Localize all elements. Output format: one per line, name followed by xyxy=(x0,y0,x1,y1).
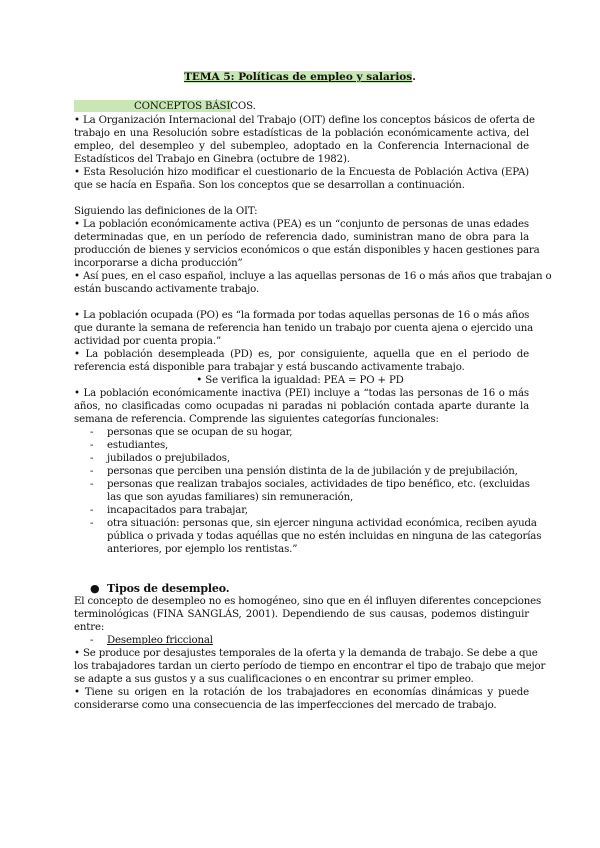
p9-line: los trabajadores tardan un cierto período de tiempo en encontrar el tipo de trabajo que mejor xyxy=(74,661,546,672)
p1-line: trabajo en una Resolución sobre estadísticas de la población económicamente activa, del xyxy=(74,128,529,139)
list-item-cont: pública o privada y todas aquéllas que no estén incluidas en ninguna de las categorías xyxy=(107,531,542,542)
p8-line: El concepto de desempleo no es homogéneo, sino que en él influyen diferentes concepciones xyxy=(74,596,542,607)
list-dash: - xyxy=(90,479,94,490)
p3-line: incorporarse a dicha producción” xyxy=(74,258,243,269)
p2-line: • Esta Resolución hizo modificar el cuestionario de la Encuesta de Población Activa (EPA) xyxy=(74,167,529,178)
list-dash: - xyxy=(90,440,94,451)
p8-line: entre: xyxy=(74,622,105,633)
title-period: . xyxy=(412,71,416,83)
p5-line: que durante la semana de referencia han tenido un trabajo por cuenta ajena o ejercido una xyxy=(74,323,534,334)
list-item: jubilados o prejubilados, xyxy=(107,453,230,464)
p4-line: están buscando activamente trabajo. xyxy=(74,284,260,295)
p1-line: • La Organización Internacional del Trabajo (OIT) define los conceptos básicos de oferta de xyxy=(74,115,535,126)
p8-line: terminológicas (FINA SANGLÁS, 2001). Dependiendo de sus causas, podemos distinguir xyxy=(74,609,529,620)
p10-line: • Tiene su origen en la rotación de los trabajadores en economías dinámicas y puede xyxy=(74,687,529,698)
list-item: personas que realizan trabajos sociales, actividades de tipo benéfico, etc. (excluidas xyxy=(107,479,530,490)
p6-line: • La población desempleada (PD) es, por consiguiente, aquella que en el periodo de xyxy=(74,349,529,360)
document-title xyxy=(0,71,600,83)
list-item: incapacitados para trabajar, xyxy=(107,505,248,516)
equality-line: • Se verifica la igualdad: PEA = PO + PD xyxy=(196,375,404,386)
p1-line: Estadísticos del Trabajo en Ginebra (octubre de 1982). xyxy=(74,154,350,165)
p2-line: que se hacía en España. Son los conceptos que se desarrollan a continuación. xyxy=(74,180,465,191)
list-item-cont: las que son ayudas familiares) sin remuneración, xyxy=(107,492,354,503)
section-bullet: ● xyxy=(90,582,100,595)
p4-line: • Así pues, en el caso español, incluye a las aquellas personas de 16 o más años que trabajan o xyxy=(74,271,552,282)
section-heading-conceptos: CONCEPTOS BÁSICOS. xyxy=(134,101,256,112)
list-item: personas que perciben una pensión distinta de la de jubilación y de prejubilación, xyxy=(107,466,518,477)
p3-line: • La población económicamente activa (PEA) es un “conjunto de personas de unas edades xyxy=(74,219,529,230)
list-item: otra situación: personas que, sin ejercer ninguna actividad económica, reciben ayuda xyxy=(107,518,537,529)
p6-line: referencia está disponible para trabajar y está buscando activamente trabajo. xyxy=(74,362,465,373)
p7-line: semana de referencia. Comprende las siguientes categorías funcionales: xyxy=(74,414,439,425)
p9-line: se adapte a sus gustos y a sus cualificaciones o en encontrar su primer empleo. xyxy=(74,674,474,685)
p7-line: • La población económicamente inactiva (PEI) incluye a “todas las personas de 16 o más xyxy=(74,388,529,399)
p10-line: considerarse como una consecuencia de las imperfecciones del mercado de trabajo. xyxy=(74,700,497,711)
list-dash: - xyxy=(90,635,94,646)
list-dash: - xyxy=(90,518,94,529)
subheading-friccional: Desempleo friccional xyxy=(107,635,213,646)
p3-intro: Siguiendo las definiciones de la OIT: xyxy=(74,206,258,217)
p5-line: • La población ocupada (PO) es “la formada por todas aquellas personas de 16 o más años xyxy=(74,310,530,321)
list-dash: - xyxy=(90,427,94,438)
list-item-cont: anteriores, por ejemplo los rentistas.” xyxy=(107,544,298,555)
list-dash: - xyxy=(90,505,94,516)
p1-line: empleo, del desempleo y del subempleo, adoptado en la Conferencia Internacional de xyxy=(74,141,529,152)
p7-line: años, no clasificadas como ocupadas ni paradas ni población contada aparte durante la xyxy=(74,401,529,412)
p3-line: determinadas que, en un período de referencia dado, suministran mano de obra para la xyxy=(74,232,529,243)
list-dash: - xyxy=(90,466,94,477)
p9-line: • Se produce por desajustes temporales de la oferta y la demanda de trabajo. Se debe a que xyxy=(74,648,538,659)
list-item: personas que se ocupan de su hogar, xyxy=(107,427,293,438)
list-item: estudiantes, xyxy=(107,440,169,451)
list-dash: - xyxy=(90,453,94,464)
p5-line: actividad por cuenta propia.” xyxy=(74,336,222,347)
section-heading-tipos: Tipos de desempleo. xyxy=(107,582,230,595)
title-text: TEMA 5: Políticas de empleo y salarios xyxy=(184,71,413,83)
p3-line: producción de bienes y servicios económicos o que están disponibles y hacen gestiones para xyxy=(74,245,540,256)
